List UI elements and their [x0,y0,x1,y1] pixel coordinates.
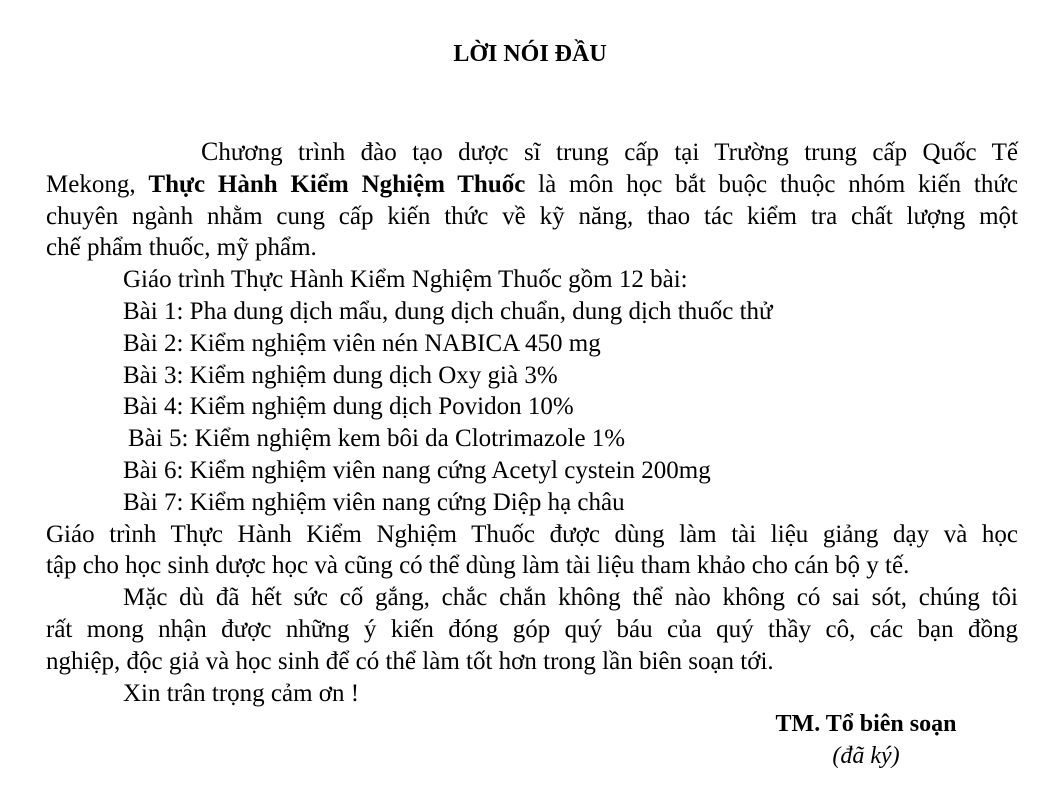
document-body [46,136,1018,709]
lesson-item: Bài 5: Kiểm nghiệm kem bôi da Clotrimazole 1% [128,425,626,453]
lesson-item: Bài 1: Pha dung dịch mẩu, dung dịch chuẩn, dung dịch thuốc thử [123,297,773,325]
signature-status: (đã ký) [832,743,900,769]
intro-line-2-lead: Mekong, [46,170,149,198]
thanks-line: Xin trân trọng cảm ơn ! [123,679,360,707]
lesson-item: Bài 4: Kiểm nghiệm dung dịch Povidon 10% [123,393,574,421]
lesson-list [46,296,1018,519]
lesson-item: Bài 2: Kiểm nghiệm viên nén NABICA 450 mg [123,329,601,357]
usage-line-1: Giáo trình Thực Hành Kiểm Nghiệm Thuốc được dùng làm tài liệu giảng dạy và học [46,520,1018,548]
toc-intro: Giáo trình Thực Hành Kiểm Nghiệm Thuốc gồm 12 bài: [123,266,688,294]
intro-line-4: chế phẩm thuốc, mỹ phẩm. [46,234,317,262]
lesson-item: Bài 7: Kiểm nghiệm viên nang cứng Diệp hạ châu [123,488,625,516]
intro-line-3: chuyên ngành nhằm cung cấp kiến thức về kỹ năng, thao tác kiểm tra chất lượng một [46,202,1018,230]
usage-paragraph [46,519,1018,583]
lesson-item: Bài 6: Kiểm nghiệm viên nang cứng Acetyl cystein 200mg [123,456,711,484]
page-title: LỜI NÓI ĐẦU [453,41,607,67]
apology-line-2: rất mong nhận được những ý kiến đóng góp quý báu của quý thầy cô, các bạn đồng [46,615,1018,643]
signature-role: TM. Tổ biên soạn [775,711,957,737]
lesson-item: Bài 3: Kiểm nghiệm dung dịch Oxy già 3% [123,361,558,389]
usage-line-2: tập cho học sinh dược học và cũng có thể dùng làm tài liệu tham khảo cho cán bộ y tế. [46,552,910,580]
intro-paragraph [46,136,1018,264]
apology-paragraph [46,582,1018,677]
intro-line-2-tail: là môn học bắt buộc thuộc nhóm kiến thức [525,170,1018,198]
intro-line-2 [46,169,1018,201]
subject-name: Thực Hành Kiểm Nghiệm Thuốc [148,170,526,198]
apology-line-3: nghiệp, độc giả và học sinh để có thể làm tốt hơn trong lần biên soạn tới. [46,647,774,675]
signature-block [768,708,964,772]
apology-line-1: Mặc dù đã hết sức cố gắng, chắc chắn không thể nào không có sai sót, chúng tôi [123,584,1018,612]
intro-line-1: Chương trình đào tạo dược sĩ trung cấp tại Trường trung cấp Quốc Tế [201,137,1018,166]
